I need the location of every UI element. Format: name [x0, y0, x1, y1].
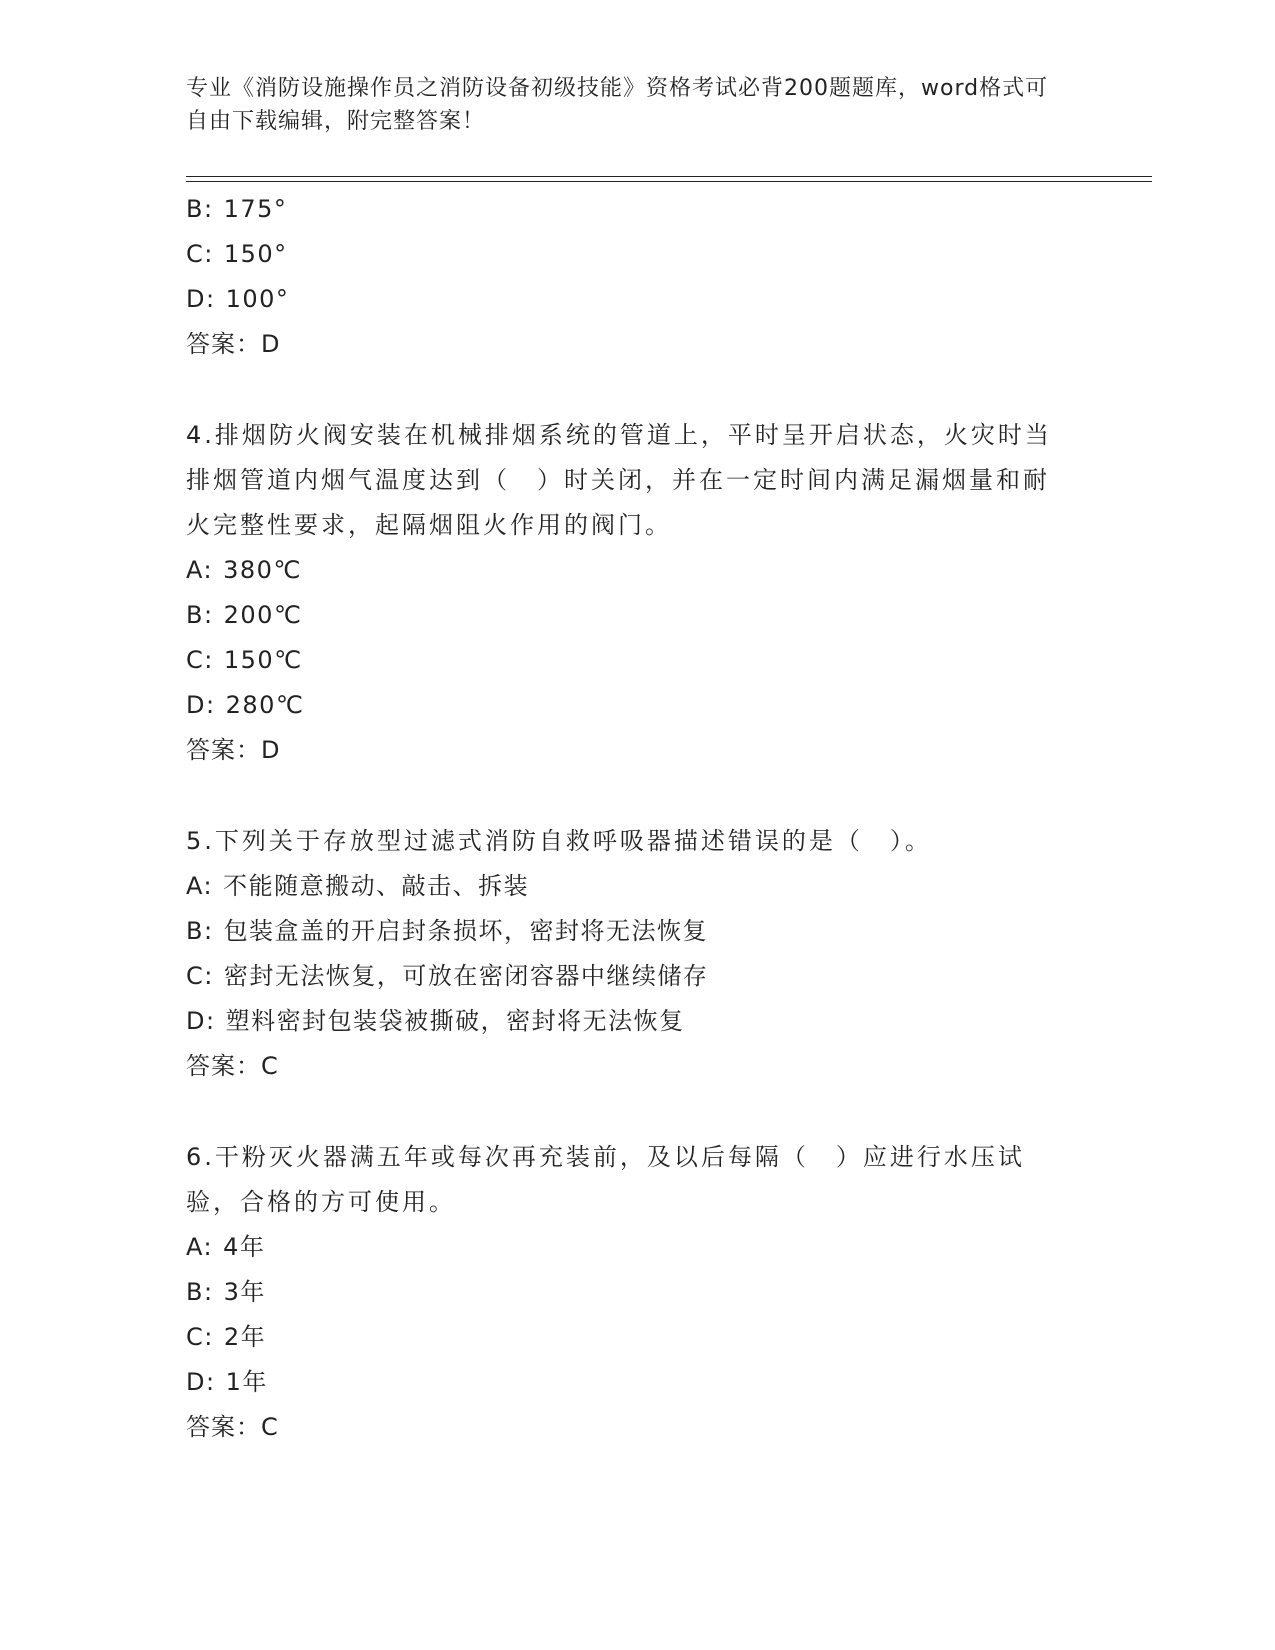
question-stem: 6.干粉灭火器满五年或每次再充装前，及以后每隔（ ）应进行水压试验，合格的方可使用。	[186, 1143, 1025, 1216]
option-c: C: 2年	[186, 1323, 267, 1351]
question-3-partial	[186, 187, 1066, 367]
option-b: B: 200℃	[186, 601, 303, 629]
option-a: A: 4年	[186, 1233, 266, 1261]
question-4	[186, 413, 1066, 773]
document-header: 专业《消防设施操作员之消防设备初级技能》资格考试必背200题题库，word格式可自由下载编辑，附完整答案！	[186, 76, 1049, 134]
option-d: D: 100°	[186, 285, 290, 313]
question-stem: 5.下列关于存放型过滤式消防自救呼吸器描述错误的是（ ）。	[186, 827, 932, 855]
option-d: D: 1年	[186, 1368, 268, 1396]
option-b: B: 3年	[186, 1278, 266, 1306]
option-b: B: 包装盒盖的开启封条损坏，密封将无法恢复	[186, 917, 709, 945]
option-d: D: 塑料密封包装袋被撕破，密封将无法恢复	[186, 1007, 685, 1035]
question-stem: 4.排烟防火阀安装在机械排烟系统的管道上，平时呈开启状态，火灾时当排烟管道内烟气温度达到（ ）时关闭，并在一定时间内满足漏烟量和耐火完整性要求，起隔烟阻火作用的阀门。	[186, 421, 1052, 539]
option-b: B: 175°	[186, 195, 288, 223]
answer-line: 答案：D	[186, 736, 281, 764]
question-6	[186, 1135, 1066, 1450]
header-rule-top	[186, 176, 1152, 177]
question-5	[186, 819, 1066, 1089]
option-a: A: 380℃	[186, 556, 302, 584]
answer-line: 答案：C	[186, 1413, 279, 1441]
option-c: C: 密封无法恢复，可放在密闭容器中继续储存	[186, 962, 709, 990]
header-rule-bottom	[186, 181, 1152, 182]
option-d: D: 280℃	[186, 691, 305, 719]
option-a: A: 不能随意搬动、敲击、拆装	[186, 872, 530, 900]
answer-line: 答案：D	[186, 330, 281, 358]
answer-line: 答案：C	[186, 1052, 279, 1080]
option-c: C: 150°	[186, 240, 288, 268]
question-list	[186, 187, 1066, 1450]
option-c: C: 150℃	[186, 646, 303, 674]
